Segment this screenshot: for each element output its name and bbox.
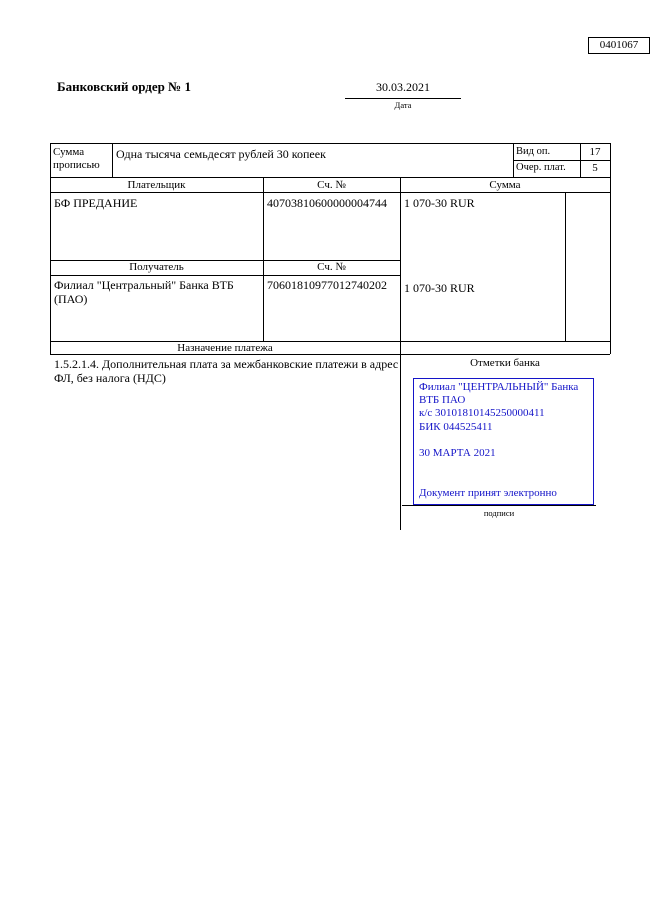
table-top-border: [50, 143, 610, 144]
stamp-corr-account: к/с 30101810145250000411: [419, 407, 545, 420]
payee-header-bottom-border: [50, 275, 400, 276]
signatures-line: [402, 505, 596, 506]
stamp-blank-3: [419, 473, 588, 486]
bank-marks-header: Отметки банка: [470, 357, 540, 369]
signatures-label: подписи: [483, 508, 515, 518]
op-kind-left-divider: [513, 143, 514, 177]
amount-row-bottom-border: [50, 177, 610, 178]
stamp-accepted-note: Документ принят электронно: [419, 486, 557, 499]
stamp-bank-name-line1: Филиал "ЦЕНТРАЛЬНЫЙ" Банка: [419, 381, 579, 393]
op-kind-value: 17: [589, 146, 601, 158]
priority-label: Очер. плат.: [516, 162, 566, 173]
stamp-blank-2: [419, 460, 588, 473]
amount-label-divider: [112, 143, 113, 177]
payee-account: 70601810977012740202: [267, 278, 387, 292]
payee-account-header: Сч. №: [317, 261, 346, 273]
bank-stamp: [413, 378, 594, 505]
payee-column-header: Получатель: [129, 261, 184, 273]
stamp-blank-1: [419, 434, 588, 447]
payer-column-header: Плательщик: [127, 179, 186, 191]
payer-account-header: Сч. №: [317, 179, 346, 191]
payer-account: 40703810600000004744: [267, 196, 387, 210]
form-code-box: 0401067: [588, 37, 650, 54]
table-right-border: [610, 143, 611, 354]
date-label: Дата: [394, 100, 412, 110]
header-row-bottom-border: [50, 192, 610, 193]
table-left-border: [50, 143, 51, 354]
payer-amount: 1 070-30 RUR: [404, 196, 475, 210]
date-value: 30.03.2021: [345, 80, 461, 99]
sum-column-divider: [400, 177, 401, 530]
stamp-bank-name-line2: ВТБ ПАО: [419, 394, 466, 407]
amount-words-label: Сумма прописью: [53, 146, 100, 171]
priority-value: 5: [592, 162, 598, 174]
op-kind-row-divider: [513, 160, 610, 161]
stamp-bik: БИК 044525411: [419, 420, 493, 433]
stamp-date: 30 МАРТА 2021: [419, 447, 496, 459]
purpose-text: 1.5.2.1.4. Дополнительная плата за межбанковские платежи в адрес ФЛ, без налога (НДС): [54, 357, 399, 386]
purpose-column-header: Назначение платежа: [177, 342, 273, 354]
account-column-divider: [263, 177, 264, 341]
document-title: Банковский ордер № 1: [57, 79, 191, 94]
payee-name: Филиал "Центральный" Банка ВТБ (ПАО): [54, 278, 234, 307]
amount-in-words: Одна тысяча семьдесят рублей 30 копеек: [116, 147, 326, 161]
sum-inner-divider: [565, 192, 566, 341]
payee-amount: 1 070-30 RUR: [404, 281, 475, 295]
payer-name: БФ ПРЕДАНИЕ: [54, 196, 138, 210]
op-kind-label: Вид оп.: [516, 146, 551, 157]
sum-column-header: Сумма: [489, 179, 521, 191]
